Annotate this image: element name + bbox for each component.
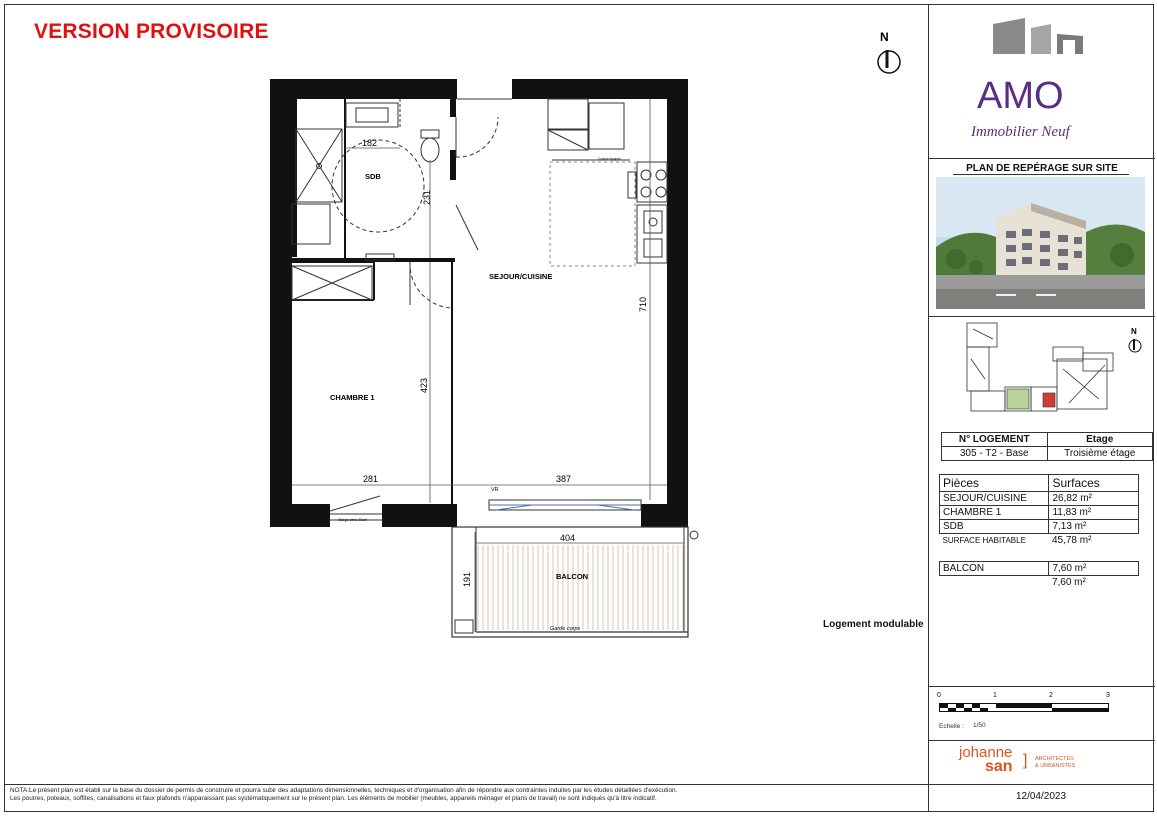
dim-191: 191: [462, 571, 472, 587]
amo-logo: [959, 14, 1129, 144]
label-garde-corps: Garde corps: [550, 626, 581, 632]
amo-brand: AMO: [977, 75, 1064, 117]
site-location-map: [959, 319, 1149, 431]
divider: [929, 740, 1155, 741]
site-north-arrow: [1129, 327, 1141, 352]
dim-182: 182: [362, 138, 378, 148]
footer-divider: [4, 784, 928, 785]
title-underline: [953, 174, 1129, 175]
surfaces-table: [939, 474, 1139, 589]
dim-281: 281: [363, 474, 379, 484]
balcon-value: 7,60 m²: [1049, 562, 1139, 576]
room-area: 26,82 m²: [1049, 492, 1139, 506]
divider: [929, 158, 1155, 159]
dim-710: 710: [638, 296, 648, 312]
info-sidebar: [928, 4, 1154, 812]
exterior-total: 7,60 m²: [1051, 577, 1086, 588]
architect-subtitle-1: ARCHITECTES: [1035, 756, 1074, 762]
dim-387: 387: [556, 474, 572, 484]
balcony-hatch-lines: [478, 545, 683, 630]
architect-subtitle-2: & URBANISTES: [1035, 763, 1076, 769]
footer-note-line-2: Les poutres, poteaux, soffites, canalisations et faux plafonds n'apparaissant pas systématiquement sur le présent plan. Les éléments de mobilier (meubles, appareils ménager et plans de travail) ne sont indiqués qu'à titre indicatif.: [10, 795, 657, 802]
amo-tagline: Immobilier Neuf: [971, 124, 1070, 140]
balcony-corners: [455, 531, 698, 633]
dim-404: 404: [560, 533, 576, 543]
surfaces-block: [939, 474, 1155, 589]
room-area: 11,83 m²: [1049, 506, 1139, 520]
architect-name-2: san: [985, 758, 1013, 775]
habitable-value: 45,78 m²: [1051, 535, 1092, 546]
habitable-label: SURFACE HABITABLE: [942, 536, 1026, 545]
scale-tick-1: 1: [993, 692, 997, 699]
room-label-balcon: BALCON: [556, 572, 589, 581]
logement-modulable-label: Logement modulable: [823, 619, 924, 630]
col-pieces: Pièces: [940, 475, 1049, 492]
neighbor-unit-marker: [1007, 389, 1029, 409]
plan-date: 12/04/2023: [1015, 791, 1067, 802]
etage-header: Etage: [1047, 433, 1153, 447]
walls: [270, 79, 688, 527]
north-arrow: [878, 30, 900, 73]
table-row: [940, 492, 1139, 506]
doors: [330, 117, 498, 511]
logement-value: 305 - T2 - Base: [942, 447, 1048, 461]
room-name: SDB: [940, 520, 1049, 534]
architect-bracket: ]: [1023, 752, 1028, 769]
echelle-label: Echelle :: [939, 723, 964, 730]
version-label: VERSION PROVISOIRE: [34, 20, 269, 43]
room-label-chambre: CHAMBRE 1: [330, 393, 375, 402]
label-allege: Allège vitré 90cm: [338, 518, 368, 522]
scale-tick-3: 3: [1106, 692, 1110, 699]
building-icon: [993, 18, 1083, 54]
logement-table: [941, 432, 1153, 461]
north-label: N: [880, 30, 889, 44]
echelle-value: 1/50: [973, 722, 986, 729]
room-label-sejour: SEJOUR/CUISINE: [489, 272, 553, 281]
architect-name-1: johanne: [959, 744, 1013, 761]
date-divider: [928, 784, 1154, 785]
etage-value: Troisième étage: [1047, 447, 1153, 461]
balcon-label: BALCON: [940, 562, 1049, 576]
dim-423: 423: [419, 377, 429, 393]
shower: [296, 129, 342, 202]
table-row: [940, 506, 1139, 520]
room-area: 7,13 m²: [1049, 520, 1139, 534]
building-rendering-image: [936, 177, 1145, 309]
room-name: CHAMBRE 1: [940, 506, 1049, 520]
scale-bar: [937, 692, 1137, 742]
logement-header: N° LOGEMENT: [942, 433, 1048, 447]
col-surfaces: Surfaces: [1049, 475, 1139, 492]
unit-location-marker: [1043, 393, 1055, 407]
kitchen: [548, 99, 667, 266]
footer-note: [10, 787, 910, 803]
room-name: SEJOUR/CUISINE: [940, 492, 1049, 506]
divider: [929, 316, 1155, 317]
divider: [929, 686, 1155, 687]
footer-note-line-1: NOTA:Le présent plan est établi sur la base du dossier de permis de construire et pourra subir des adaptations dimensionnelles, techniques et d'organisation afin de répondre aux contraintes induites par les études détaillées d'exécution.: [10, 787, 678, 794]
label-kitchen-note: Cuisine équipée: [598, 157, 621, 161]
scale-bar-frame: [939, 703, 1109, 712]
architect-logo: [959, 744, 1139, 782]
site-plan-title: PLAN DE REPÉRAGE SUR SITE: [966, 163, 1118, 174]
scale-tick-0: 0: [937, 692, 941, 699]
label-vr: VR: [491, 487, 499, 493]
balcony-hatch: [452, 527, 688, 637]
room-label-sdb: SDB: [365, 172, 381, 181]
scale-tick-2: 2: [1049, 692, 1053, 699]
site-north-label: N: [1131, 327, 1137, 336]
dim-231: 231: [422, 189, 432, 205]
table-row: [940, 520, 1139, 534]
